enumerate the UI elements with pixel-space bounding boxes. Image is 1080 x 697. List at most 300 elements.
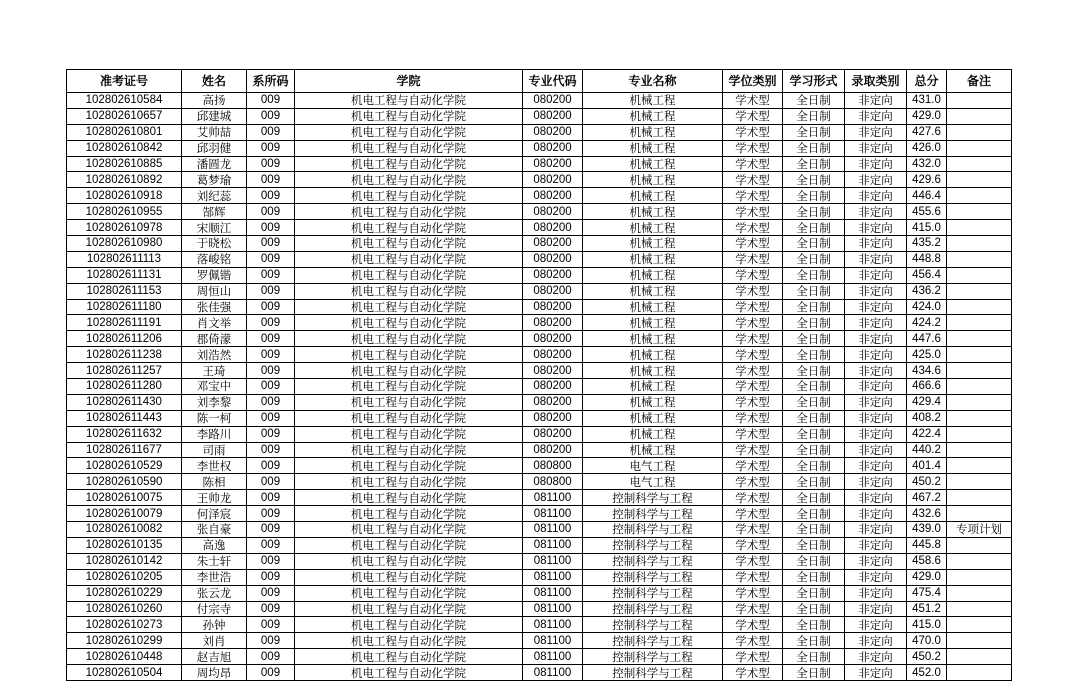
dept-code-cell: 009 xyxy=(247,379,295,395)
admission-type-cell: 非定向 xyxy=(845,220,907,236)
table-row xyxy=(67,299,1012,315)
remarks-cell xyxy=(947,394,1012,410)
college-cell: 机电工程与自动化学院 xyxy=(295,442,523,458)
name-cell: 司雨 xyxy=(182,442,247,458)
major-name-cell: 机械工程 xyxy=(583,156,723,172)
major-name-cell: 控制科学与工程 xyxy=(583,490,723,506)
degree-type-cell: 学术型 xyxy=(723,490,783,506)
dept-code-cell: 009 xyxy=(247,283,295,299)
total-score-cell: 475.4 xyxy=(907,585,947,601)
dept-code-cell: 009 xyxy=(247,124,295,140)
major-name-cell: 电气工程 xyxy=(583,474,723,490)
table-row xyxy=(67,251,1012,267)
college-cell: 机电工程与自动化学院 xyxy=(295,156,523,172)
study-mode-cell: 全日制 xyxy=(783,363,845,379)
degree-type-cell: 学术型 xyxy=(723,156,783,172)
exam-id-cell: 102802610980 xyxy=(67,236,182,252)
table-row xyxy=(67,442,1012,458)
total-score-cell: 434.6 xyxy=(907,363,947,379)
dept-code-cell: 009 xyxy=(247,633,295,649)
remarks-cell xyxy=(947,442,1012,458)
remarks-cell xyxy=(947,236,1012,252)
table-row xyxy=(67,156,1012,172)
study-mode-cell: 全日制 xyxy=(783,299,845,315)
degree-type-cell: 学术型 xyxy=(723,426,783,442)
major-name-cell: 机械工程 xyxy=(583,267,723,283)
admission-type-cell: 非定向 xyxy=(845,315,907,331)
degree-type-cell: 学术型 xyxy=(723,283,783,299)
study-mode-cell: 全日制 xyxy=(783,315,845,331)
table-row xyxy=(67,236,1012,252)
name-cell: 李路川 xyxy=(182,426,247,442)
table-row xyxy=(67,458,1012,474)
major-code-cell: 081100 xyxy=(523,585,583,601)
major-code-cell: 080200 xyxy=(523,204,583,220)
remarks-cell xyxy=(947,140,1012,156)
name-cell: 孙钟 xyxy=(182,617,247,633)
major-name-cell: 机械工程 xyxy=(583,347,723,363)
table-row xyxy=(67,522,1012,538)
remarks-cell xyxy=(947,188,1012,204)
table-row xyxy=(67,363,1012,379)
total-score-cell: 452.0 xyxy=(907,665,947,681)
major-name-cell: 控制科学与工程 xyxy=(583,522,723,538)
name-cell: 陈一柯 xyxy=(182,410,247,426)
degree-type-cell: 学术型 xyxy=(723,108,783,124)
name-cell: 何泽宸 xyxy=(182,506,247,522)
header-total-score: 总分 xyxy=(907,70,947,93)
admission-type-cell: 非定向 xyxy=(845,426,907,442)
remarks-cell xyxy=(947,267,1012,283)
major-code-cell: 080200 xyxy=(523,299,583,315)
study-mode-cell: 全日制 xyxy=(783,633,845,649)
admission-type-cell: 非定向 xyxy=(845,124,907,140)
study-mode-cell: 全日制 xyxy=(783,426,845,442)
major-name-cell: 机械工程 xyxy=(583,299,723,315)
study-mode-cell: 全日制 xyxy=(783,649,845,665)
degree-type-cell: 学术型 xyxy=(723,585,783,601)
name-cell: 张自豪 xyxy=(182,522,247,538)
college-cell: 机电工程与自动化学院 xyxy=(295,506,523,522)
study-mode-cell: 全日制 xyxy=(783,522,845,538)
table-row xyxy=(67,633,1012,649)
total-score-cell: 408.2 xyxy=(907,410,947,426)
name-cell: 王帅龙 xyxy=(182,490,247,506)
major-code-cell: 080200 xyxy=(523,124,583,140)
major-name-cell: 机械工程 xyxy=(583,363,723,379)
exam-id-cell: 102802610299 xyxy=(67,633,182,649)
table-row xyxy=(67,553,1012,569)
dept-code-cell: 009 xyxy=(247,442,295,458)
exam-id-cell: 102802610978 xyxy=(67,220,182,236)
major-name-cell: 控制科学与工程 xyxy=(583,601,723,617)
table-row xyxy=(67,617,1012,633)
college-cell: 机电工程与自动化学院 xyxy=(295,347,523,363)
dept-code-cell: 009 xyxy=(247,649,295,665)
exam-id-cell: 102802610885 xyxy=(67,156,182,172)
major-code-cell: 080200 xyxy=(523,363,583,379)
admission-type-cell: 非定向 xyxy=(845,665,907,681)
exam-id-cell: 102802610205 xyxy=(67,569,182,585)
name-cell: 宋顺江 xyxy=(182,220,247,236)
remarks-cell xyxy=(947,124,1012,140)
total-score-cell: 431.0 xyxy=(907,93,947,109)
remarks-cell xyxy=(947,458,1012,474)
college-cell: 机电工程与自动化学院 xyxy=(295,236,523,252)
name-cell: 刘李黎 xyxy=(182,394,247,410)
admission-type-cell: 非定向 xyxy=(845,283,907,299)
major-name-cell: 机械工程 xyxy=(583,172,723,188)
major-code-cell: 081100 xyxy=(523,601,583,617)
total-score-cell: 415.0 xyxy=(907,220,947,236)
remarks-cell xyxy=(947,363,1012,379)
name-cell: 高扬 xyxy=(182,93,247,109)
header-major-code: 专业代码 xyxy=(523,70,583,93)
exam-id-cell: 102802611632 xyxy=(67,426,182,442)
college-cell: 机电工程与自动化学院 xyxy=(295,267,523,283)
total-score-cell: 424.0 xyxy=(907,299,947,315)
name-cell: 周恒山 xyxy=(182,283,247,299)
college-cell: 机电工程与自动化学院 xyxy=(295,665,523,681)
admission-type-cell: 非定向 xyxy=(845,649,907,665)
total-score-cell: 470.0 xyxy=(907,633,947,649)
remarks-cell xyxy=(947,426,1012,442)
college-cell: 机电工程与自动化学院 xyxy=(295,331,523,347)
major-code-cell: 081100 xyxy=(523,506,583,522)
admission-type-cell: 非定向 xyxy=(845,267,907,283)
dept-code-cell: 009 xyxy=(247,93,295,109)
degree-type-cell: 学术型 xyxy=(723,347,783,363)
header-name: 姓名 xyxy=(182,70,247,93)
admission-type-cell: 非定向 xyxy=(845,204,907,220)
name-cell: 葛梦瑜 xyxy=(182,172,247,188)
table-row xyxy=(67,93,1012,109)
degree-type-cell: 学术型 xyxy=(723,379,783,395)
name-cell: 邱建城 xyxy=(182,108,247,124)
study-mode-cell: 全日制 xyxy=(783,140,845,156)
college-cell: 机电工程与自动化学院 xyxy=(295,617,523,633)
major-code-cell: 081100 xyxy=(523,617,583,633)
degree-type-cell: 学术型 xyxy=(723,442,783,458)
study-mode-cell: 全日制 xyxy=(783,188,845,204)
dept-code-cell: 009 xyxy=(247,188,295,204)
remarks-cell xyxy=(947,410,1012,426)
header-row xyxy=(67,70,1012,93)
header-dept-code: 系所码 xyxy=(247,70,295,93)
total-score-cell: 422.4 xyxy=(907,426,947,442)
major-name-cell: 机械工程 xyxy=(583,108,723,124)
exam-id-cell: 102802611113 xyxy=(67,251,182,267)
remarks-cell xyxy=(947,649,1012,665)
degree-type-cell: 学术型 xyxy=(723,299,783,315)
degree-type-cell: 学术型 xyxy=(723,537,783,553)
degree-type-cell: 学术型 xyxy=(723,506,783,522)
major-name-cell: 机械工程 xyxy=(583,283,723,299)
total-score-cell: 458.6 xyxy=(907,553,947,569)
major-code-cell: 080200 xyxy=(523,347,583,363)
name-cell: 潘圆龙 xyxy=(182,156,247,172)
major-code-cell: 080200 xyxy=(523,426,583,442)
remarks-cell xyxy=(947,108,1012,124)
exam-id-cell: 102802610918 xyxy=(67,188,182,204)
major-code-cell: 080200 xyxy=(523,188,583,204)
exam-id-cell: 102802610075 xyxy=(67,490,182,506)
study-mode-cell: 全日制 xyxy=(783,236,845,252)
dept-code-cell: 009 xyxy=(247,156,295,172)
major-name-cell: 机械工程 xyxy=(583,251,723,267)
table-row xyxy=(67,379,1012,395)
admission-type-cell: 非定向 xyxy=(845,553,907,569)
exam-id-cell: 102802610892 xyxy=(67,172,182,188)
admission-type-cell: 非定向 xyxy=(845,394,907,410)
admission-type-cell: 非定向 xyxy=(845,410,907,426)
study-mode-cell: 全日制 xyxy=(783,506,845,522)
remarks-cell xyxy=(947,283,1012,299)
major-name-cell: 控制科学与工程 xyxy=(583,537,723,553)
total-score-cell: 436.2 xyxy=(907,283,947,299)
dept-code-cell: 009 xyxy=(247,236,295,252)
degree-type-cell: 学术型 xyxy=(723,665,783,681)
major-code-cell: 080200 xyxy=(523,251,583,267)
major-name-cell: 控制科学与工程 xyxy=(583,553,723,569)
name-cell: 张云龙 xyxy=(182,585,247,601)
admission-type-cell: 非定向 xyxy=(845,490,907,506)
total-score-cell: 435.2 xyxy=(907,236,947,252)
table-row xyxy=(67,569,1012,585)
degree-type-cell: 学术型 xyxy=(723,236,783,252)
study-mode-cell: 全日制 xyxy=(783,124,845,140)
admission-type-cell: 非定向 xyxy=(845,363,907,379)
table-row xyxy=(67,140,1012,156)
degree-type-cell: 学术型 xyxy=(723,315,783,331)
exam-id-cell: 102802610842 xyxy=(67,140,182,156)
exam-id-cell: 102802610657 xyxy=(67,108,182,124)
total-score-cell: 429.4 xyxy=(907,394,947,410)
name-cell: 刘肖 xyxy=(182,633,247,649)
name-cell: 张佳强 xyxy=(182,299,247,315)
admission-type-cell: 非定向 xyxy=(845,617,907,633)
college-cell: 机电工程与自动化学院 xyxy=(295,251,523,267)
table-row xyxy=(67,220,1012,236)
major-code-cell: 080200 xyxy=(523,140,583,156)
dept-code-cell: 009 xyxy=(247,506,295,522)
total-score-cell: 429.0 xyxy=(907,108,947,124)
dept-code-cell: 009 xyxy=(247,315,295,331)
study-mode-cell: 全日制 xyxy=(783,204,845,220)
major-code-cell: 081100 xyxy=(523,537,583,553)
degree-type-cell: 学术型 xyxy=(723,140,783,156)
college-cell: 机电工程与自动化学院 xyxy=(295,490,523,506)
degree-type-cell: 学术型 xyxy=(723,458,783,474)
degree-type-cell: 学术型 xyxy=(723,188,783,204)
name-cell: 李世权 xyxy=(182,458,247,474)
study-mode-cell: 全日制 xyxy=(783,569,845,585)
major-code-cell: 080200 xyxy=(523,315,583,331)
major-name-cell: 机械工程 xyxy=(583,410,723,426)
degree-type-cell: 学术型 xyxy=(723,410,783,426)
major-code-cell: 081100 xyxy=(523,649,583,665)
dept-code-cell: 009 xyxy=(247,426,295,442)
admission-table xyxy=(66,69,1012,681)
college-cell: 机电工程与自动化学院 xyxy=(295,220,523,236)
major-code-cell: 081100 xyxy=(523,665,583,681)
name-cell: 刘纪蕊 xyxy=(182,188,247,204)
college-cell: 机电工程与自动化学院 xyxy=(295,649,523,665)
total-score-cell: 429.6 xyxy=(907,172,947,188)
dept-code-cell: 009 xyxy=(247,140,295,156)
admission-type-cell: 非定向 xyxy=(845,458,907,474)
dept-code-cell: 009 xyxy=(247,601,295,617)
dept-code-cell: 009 xyxy=(247,347,295,363)
admission-type-cell: 非定向 xyxy=(845,156,907,172)
study-mode-cell: 全日制 xyxy=(783,601,845,617)
total-score-cell: 466.6 xyxy=(907,379,947,395)
table-row xyxy=(67,585,1012,601)
remarks-cell xyxy=(947,474,1012,490)
dept-code-cell: 009 xyxy=(247,490,295,506)
dept-code-cell: 009 xyxy=(247,553,295,569)
remarks-cell xyxy=(947,251,1012,267)
study-mode-cell: 全日制 xyxy=(783,156,845,172)
admission-type-cell: 非定向 xyxy=(845,379,907,395)
college-cell: 机电工程与自动化学院 xyxy=(295,140,523,156)
study-mode-cell: 全日制 xyxy=(783,553,845,569)
dept-code-cell: 009 xyxy=(247,522,295,538)
table-row xyxy=(67,172,1012,188)
major-code-cell: 080800 xyxy=(523,458,583,474)
remarks-cell xyxy=(947,569,1012,585)
major-name-cell: 电气工程 xyxy=(583,458,723,474)
admission-type-cell: 非定向 xyxy=(845,506,907,522)
admission-type-cell: 非定向 xyxy=(845,537,907,553)
table-row xyxy=(67,410,1012,426)
dept-code-cell: 009 xyxy=(247,394,295,410)
degree-type-cell: 学术型 xyxy=(723,617,783,633)
college-cell: 机电工程与自动化学院 xyxy=(295,410,523,426)
major-code-cell: 081100 xyxy=(523,522,583,538)
college-cell: 机电工程与自动化学院 xyxy=(295,188,523,204)
name-cell: 付宗寺 xyxy=(182,601,247,617)
dept-code-cell: 009 xyxy=(247,267,295,283)
header-study-mode: 学习形式 xyxy=(783,70,845,93)
admission-type-cell: 非定向 xyxy=(845,188,907,204)
remarks-cell: 专项计划 xyxy=(947,522,1012,538)
remarks-cell xyxy=(947,172,1012,188)
dept-code-cell: 009 xyxy=(247,458,295,474)
exam-id-cell: 102802610448 xyxy=(67,649,182,665)
college-cell: 机电工程与自动化学院 xyxy=(295,315,523,331)
total-score-cell: 432.6 xyxy=(907,506,947,522)
degree-type-cell: 学术型 xyxy=(723,93,783,109)
remarks-cell xyxy=(947,347,1012,363)
study-mode-cell: 全日制 xyxy=(783,585,845,601)
study-mode-cell: 全日制 xyxy=(783,172,845,188)
admission-type-cell: 非定向 xyxy=(845,140,907,156)
major-name-cell: 控制科学与工程 xyxy=(583,506,723,522)
total-score-cell: 427.6 xyxy=(907,124,947,140)
exam-id-cell: 102802610529 xyxy=(67,458,182,474)
degree-type-cell: 学术型 xyxy=(723,251,783,267)
degree-type-cell: 学术型 xyxy=(723,474,783,490)
name-cell: 艾帅喆 xyxy=(182,124,247,140)
dept-code-cell: 009 xyxy=(247,251,295,267)
college-cell: 机电工程与自动化学院 xyxy=(295,363,523,379)
admission-type-cell: 非定向 xyxy=(845,474,907,490)
header-degree-type: 学位类别 xyxy=(723,70,783,93)
major-name-cell: 机械工程 xyxy=(583,236,723,252)
college-cell: 机电工程与自动化学院 xyxy=(295,379,523,395)
exam-id-cell: 102802610082 xyxy=(67,522,182,538)
college-cell: 机电工程与自动化学院 xyxy=(295,553,523,569)
table-body xyxy=(67,93,1012,681)
remarks-cell xyxy=(947,379,1012,395)
table-header xyxy=(67,70,1012,93)
remarks-cell xyxy=(947,506,1012,522)
exam-id-cell: 102802611280 xyxy=(67,379,182,395)
college-cell: 机电工程与自动化学院 xyxy=(295,458,523,474)
degree-type-cell: 学术型 xyxy=(723,522,783,538)
degree-type-cell: 学术型 xyxy=(723,553,783,569)
college-cell: 机电工程与自动化学院 xyxy=(295,537,523,553)
remarks-cell xyxy=(947,537,1012,553)
total-score-cell: 456.4 xyxy=(907,267,947,283)
college-cell: 机电工程与自动化学院 xyxy=(295,522,523,538)
study-mode-cell: 全日制 xyxy=(783,108,845,124)
table-row xyxy=(67,394,1012,410)
table-row xyxy=(67,649,1012,665)
remarks-cell xyxy=(947,553,1012,569)
exam-id-cell: 102802610801 xyxy=(67,124,182,140)
admission-type-cell: 非定向 xyxy=(845,236,907,252)
college-cell: 机电工程与自动化学院 xyxy=(295,108,523,124)
study-mode-cell: 全日制 xyxy=(783,394,845,410)
major-code-cell: 080200 xyxy=(523,442,583,458)
study-mode-cell: 全日制 xyxy=(783,251,845,267)
major-name-cell: 控制科学与工程 xyxy=(583,569,723,585)
name-cell: 刘浩然 xyxy=(182,347,247,363)
admission-type-cell: 非定向 xyxy=(845,633,907,649)
exam-id-cell: 102802610584 xyxy=(67,93,182,109)
study-mode-cell: 全日制 xyxy=(783,537,845,553)
table-row xyxy=(67,283,1012,299)
college-cell: 机电工程与自动化学院 xyxy=(295,569,523,585)
study-mode-cell: 全日制 xyxy=(783,267,845,283)
remarks-cell xyxy=(947,204,1012,220)
exam-id-cell: 102802611257 xyxy=(67,363,182,379)
degree-type-cell: 学术型 xyxy=(723,649,783,665)
major-code-cell: 080200 xyxy=(523,220,583,236)
exam-id-cell: 102802610135 xyxy=(67,537,182,553)
header-college: 学院 xyxy=(295,70,523,93)
dept-code-cell: 009 xyxy=(247,569,295,585)
dept-code-cell: 009 xyxy=(247,204,295,220)
table-row xyxy=(67,108,1012,124)
study-mode-cell: 全日制 xyxy=(783,490,845,506)
exam-id-cell: 102802611430 xyxy=(67,394,182,410)
name-cell: 周均昂 xyxy=(182,665,247,681)
study-mode-cell: 全日制 xyxy=(783,93,845,109)
major-code-cell: 080200 xyxy=(523,379,583,395)
major-name-cell: 机械工程 xyxy=(583,188,723,204)
dept-code-cell: 009 xyxy=(247,537,295,553)
remarks-cell xyxy=(947,633,1012,649)
table-row xyxy=(67,204,1012,220)
table-row xyxy=(67,426,1012,442)
exam-id-cell: 102802610955 xyxy=(67,204,182,220)
remarks-cell xyxy=(947,331,1012,347)
degree-type-cell: 学术型 xyxy=(723,204,783,220)
remarks-cell xyxy=(947,585,1012,601)
